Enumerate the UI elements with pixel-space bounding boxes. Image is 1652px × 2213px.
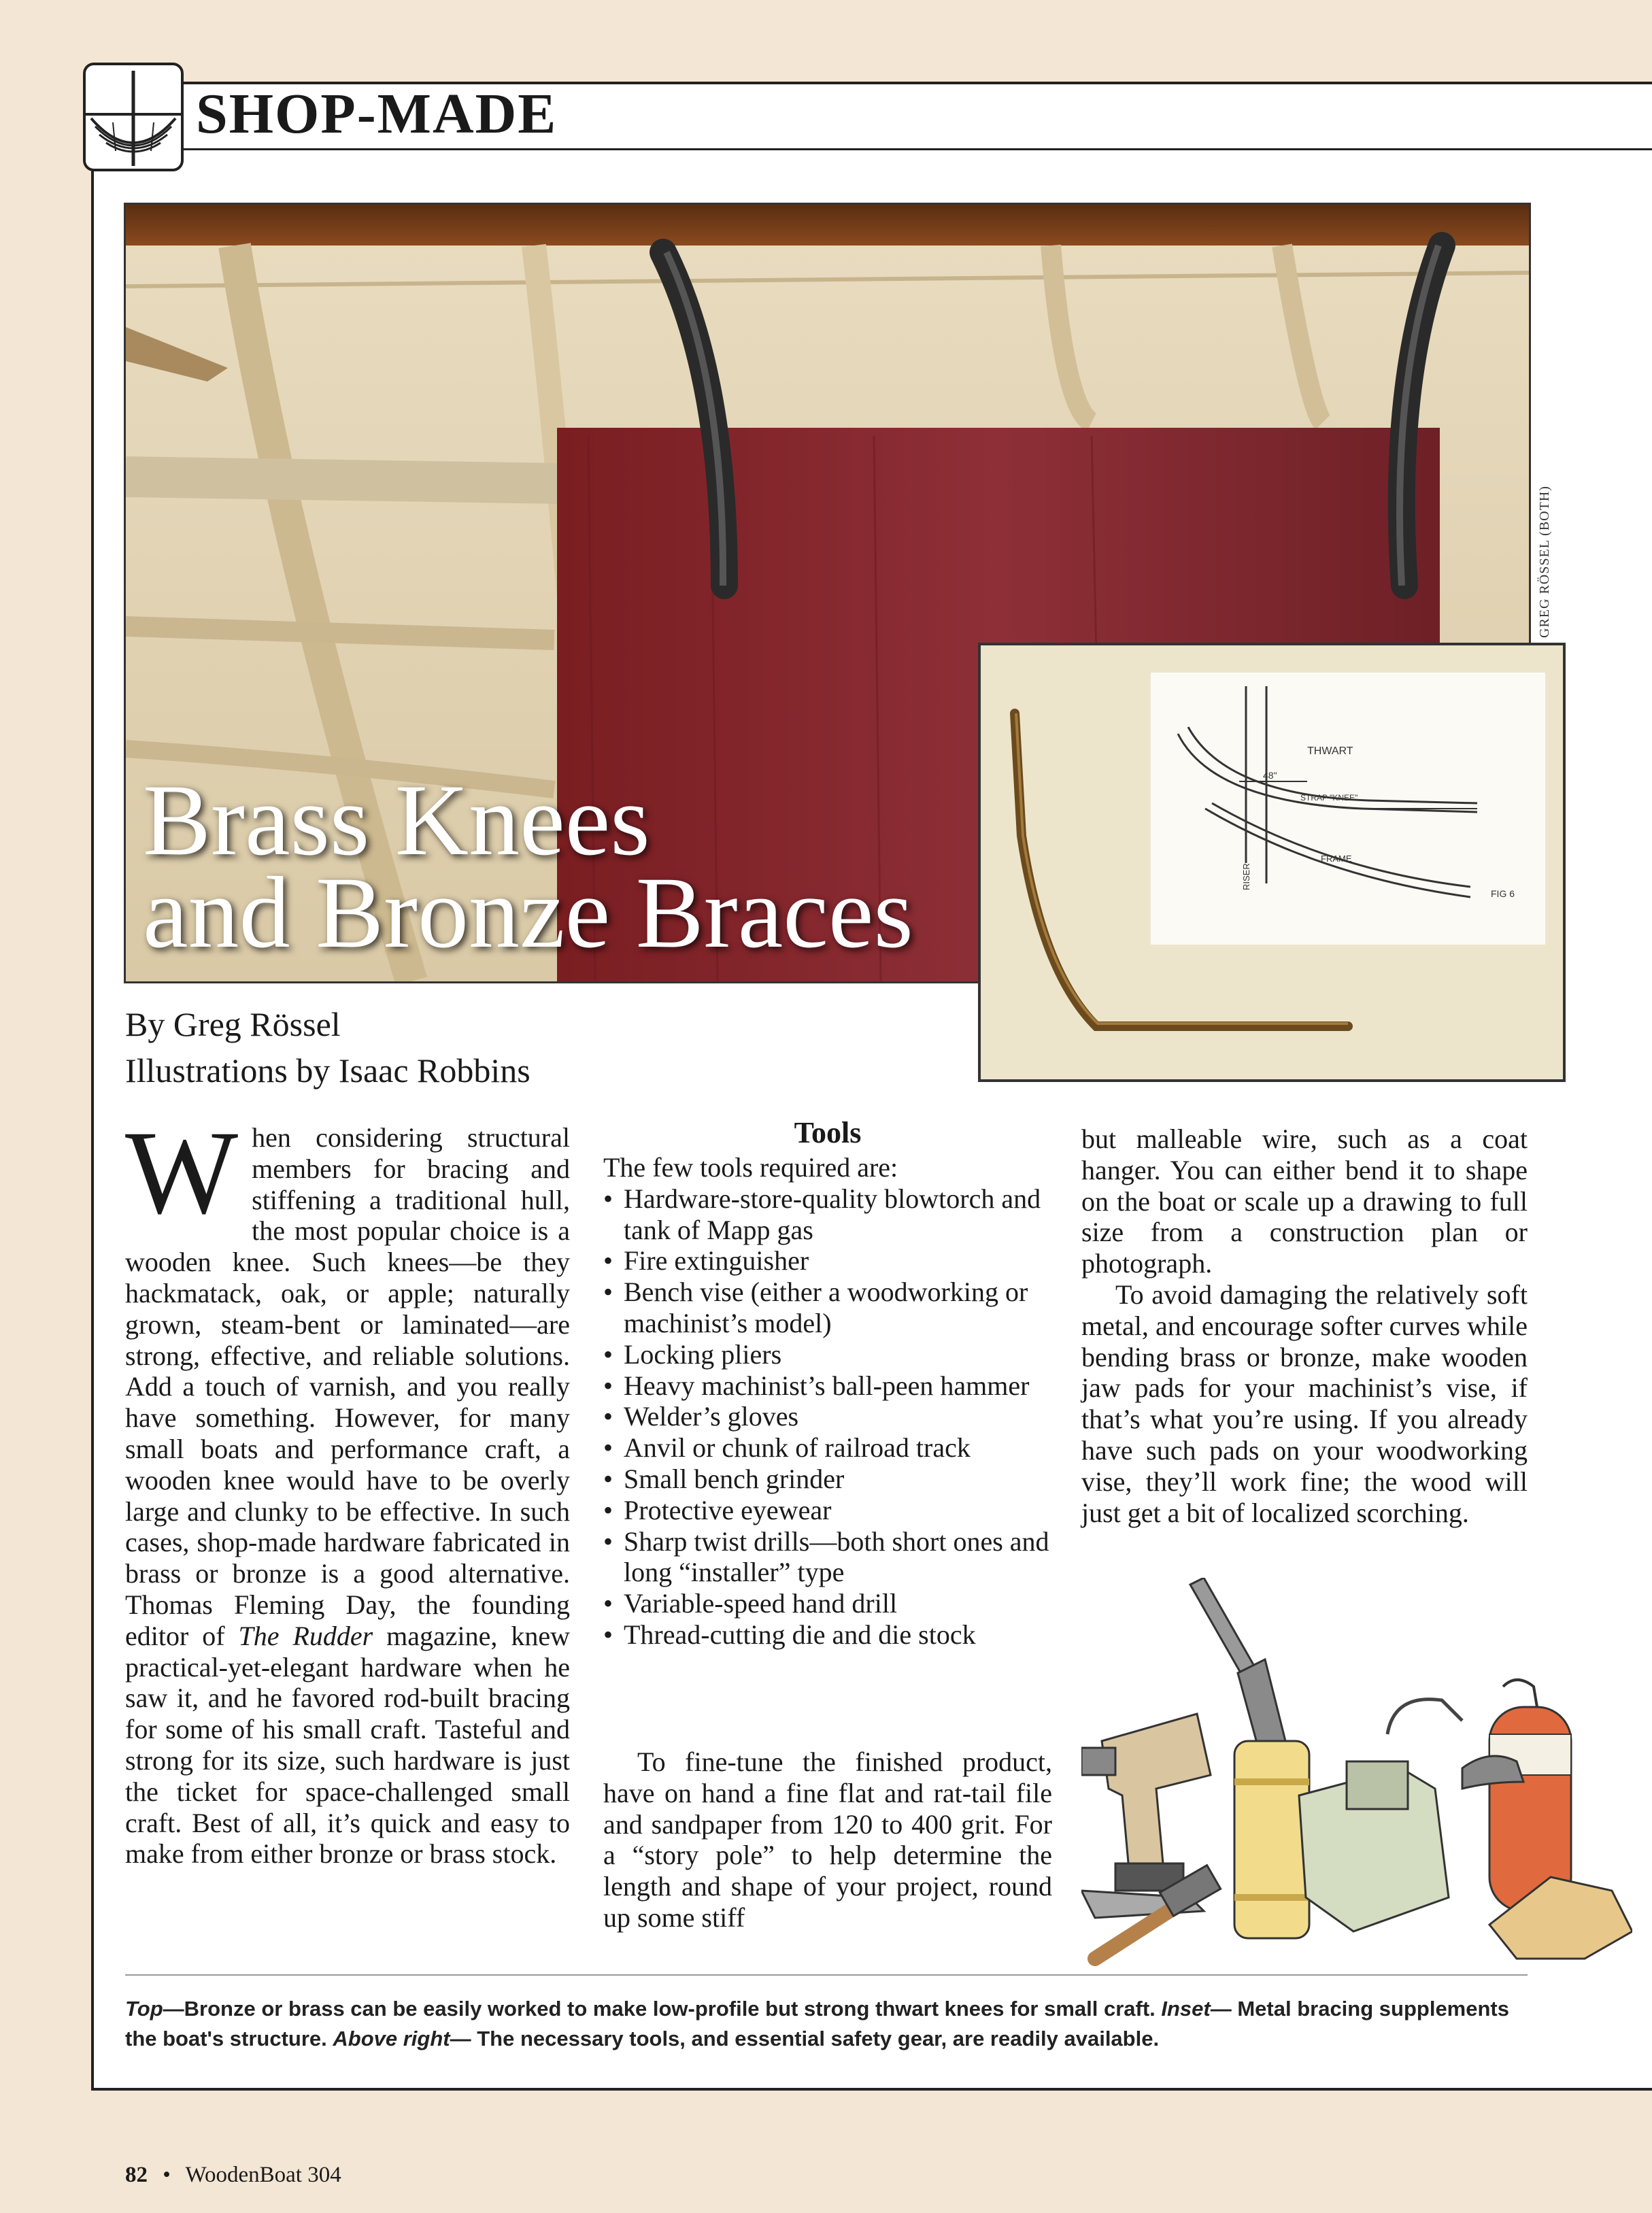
inset-photo-image <box>981 645 1563 1079</box>
list-item: • Anvil or chunk of railroad track <box>603 1432 1052 1464</box>
label-riser: RISER <box>1241 863 1251 890</box>
page-footer <box>125 2163 341 2188</box>
section-logo <box>83 63 184 171</box>
label-fig: FIG 6 <box>1491 888 1515 899</box>
footer-separator: • <box>163 2163 171 2187</box>
list-item: • Protective eyewear <box>603 1495 1052 1526</box>
page-number: 82 <box>125 2163 148 2187</box>
photo-credit: GREG RÖSSEL (BOTH) <box>1537 486 1552 638</box>
publication-name: WoodenBoat 304 <box>185 2163 341 2187</box>
tools-list <box>603 1183 1052 1651</box>
list-item: • Sharp twist drills—both short ones and long “installer” type <box>603 1526 1052 1589</box>
title-line-2: and Bronze Braces <box>143 856 913 969</box>
col3-paragraph-1: but malleable wire, such as a coat hanger. You can either bend it to shape on the boat or scale up a drawing to full size from a construction plan or photograph. <box>1081 1124 1528 1279</box>
byline <box>125 1001 530 1094</box>
section-title: SHOP-MADE <box>196 82 558 146</box>
inset-photo <box>978 643 1566 1082</box>
col3-paragraph-2: To avoid damaging the relatively soft metal, and encourage softer curves while bending brass or bronze, make wooden jaw pads for your machinist’s vise, if that’s what you’re using. If you already have such pads on your woodworking vise, they’ll work fine; the wood will just get a bit of localized scorching. <box>1081 1279 1528 1528</box>
label-strap: STRAP "KNEE" <box>1300 793 1358 803</box>
col2-paragraph: To fine-tune the finished product, have on hand a fine flat and rat-tail file and sandpaper from 120 to 400 grit. For a “story pole” to help determine the length and shape of your project, round up some stiff <box>603 1746 1052 1933</box>
tools-illustration <box>1081 1578 1632 1979</box>
list-item: • Hardware-store-quality blowtorch and tank of Mapp gas <box>603 1183 1052 1246</box>
caption-divider <box>125 1974 1528 1976</box>
magazine-name: The Rudder <box>238 1620 373 1651</box>
caption-top-text: —Bronze or brass can be easily worked to make low-profile but strong thwart knees for small craft. <box>163 1997 1162 2021</box>
caption-right-label: Above right <box>333 2027 450 2050</box>
photo-caption <box>125 1994 1528 2054</box>
body-column-3 <box>1081 1124 1528 1528</box>
label-frame: FRAME <box>1321 854 1352 864</box>
label-dimension: 48" <box>1263 770 1277 781</box>
list-item: • Thread-cutting die and die stock <box>603 1619 1052 1651</box>
list-item: • Variable-speed hand drill <box>603 1588 1052 1619</box>
list-item: • Bench vise (either a woodworking or machinist’s model) <box>603 1277 1052 1339</box>
article-title <box>143 764 1027 969</box>
caption-inset-text: — Metal bracing supplements the boat's structure. <box>125 1997 1509 2050</box>
body-column-2 <box>603 1114 1052 1651</box>
body-column-1 <box>125 1106 570 1870</box>
list-item: • Welder’s gloves <box>603 1401 1052 1432</box>
caption-top-label: Top <box>125 1997 163 2021</box>
list-item: • Locking pliers <box>603 1339 1052 1370</box>
boat-hull-icon <box>86 65 181 169</box>
drop-cap: W <box>125 1106 239 1239</box>
list-item: • Heavy machinist’s ball-peen hammer <box>603 1370 1052 1402</box>
tools-intro: The few tools required are: <box>603 1152 898 1183</box>
col1-text-a: hen considering structural members for bracing and stiffening a traditional hull, the most popular choice is a wooden knee. Such knees—be they hackmatack, oak, or apple; naturally grown, steam-bent or laminated—are strong, effective, and reliable solutions. Add a touch of varnish, and you really have something. However, for many small boats and performance craft, a wooden knee would have to be overly large and clunky to be effective. In such cases, shop-made hardware fabricated in brass or bronze is a good alternative. Thomas Fleming Day, the founding editor of <box>125 1122 570 1651</box>
illustrator-credit: Illustrations by Isaac Robbins <box>125 1051 530 1089</box>
col1-text-b: magazine, knew practical-yet-elegant hardware when he saw it, and he favored rod-built bracing for some of his small craft. Tasteful and strong for its size, such hardware is just the ticket for space-challenged small craft. Best of all, it’s quick and easy to make from either bronze or brass stock. <box>125 1620 570 1870</box>
list-item: • Small bench grinder <box>603 1464 1052 1495</box>
list-item: • Fire extinguisher <box>603 1245 1052 1277</box>
caption-right-text: — The necessary tools, and essential safety gear, are readily available. <box>450 2027 1160 2050</box>
caption-inset-label: Inset <box>1161 1997 1211 2021</box>
label-thwart: THWART <box>1307 745 1353 757</box>
author-credit: By Greg Rössel <box>125 1005 341 1043</box>
tools-heading: Tools <box>794 1116 862 1149</box>
header-rule-bottom <box>175 148 1652 150</box>
tools-illustration-image <box>1081 1578 1632 1979</box>
title-line-1: Brass Knees <box>143 764 650 877</box>
